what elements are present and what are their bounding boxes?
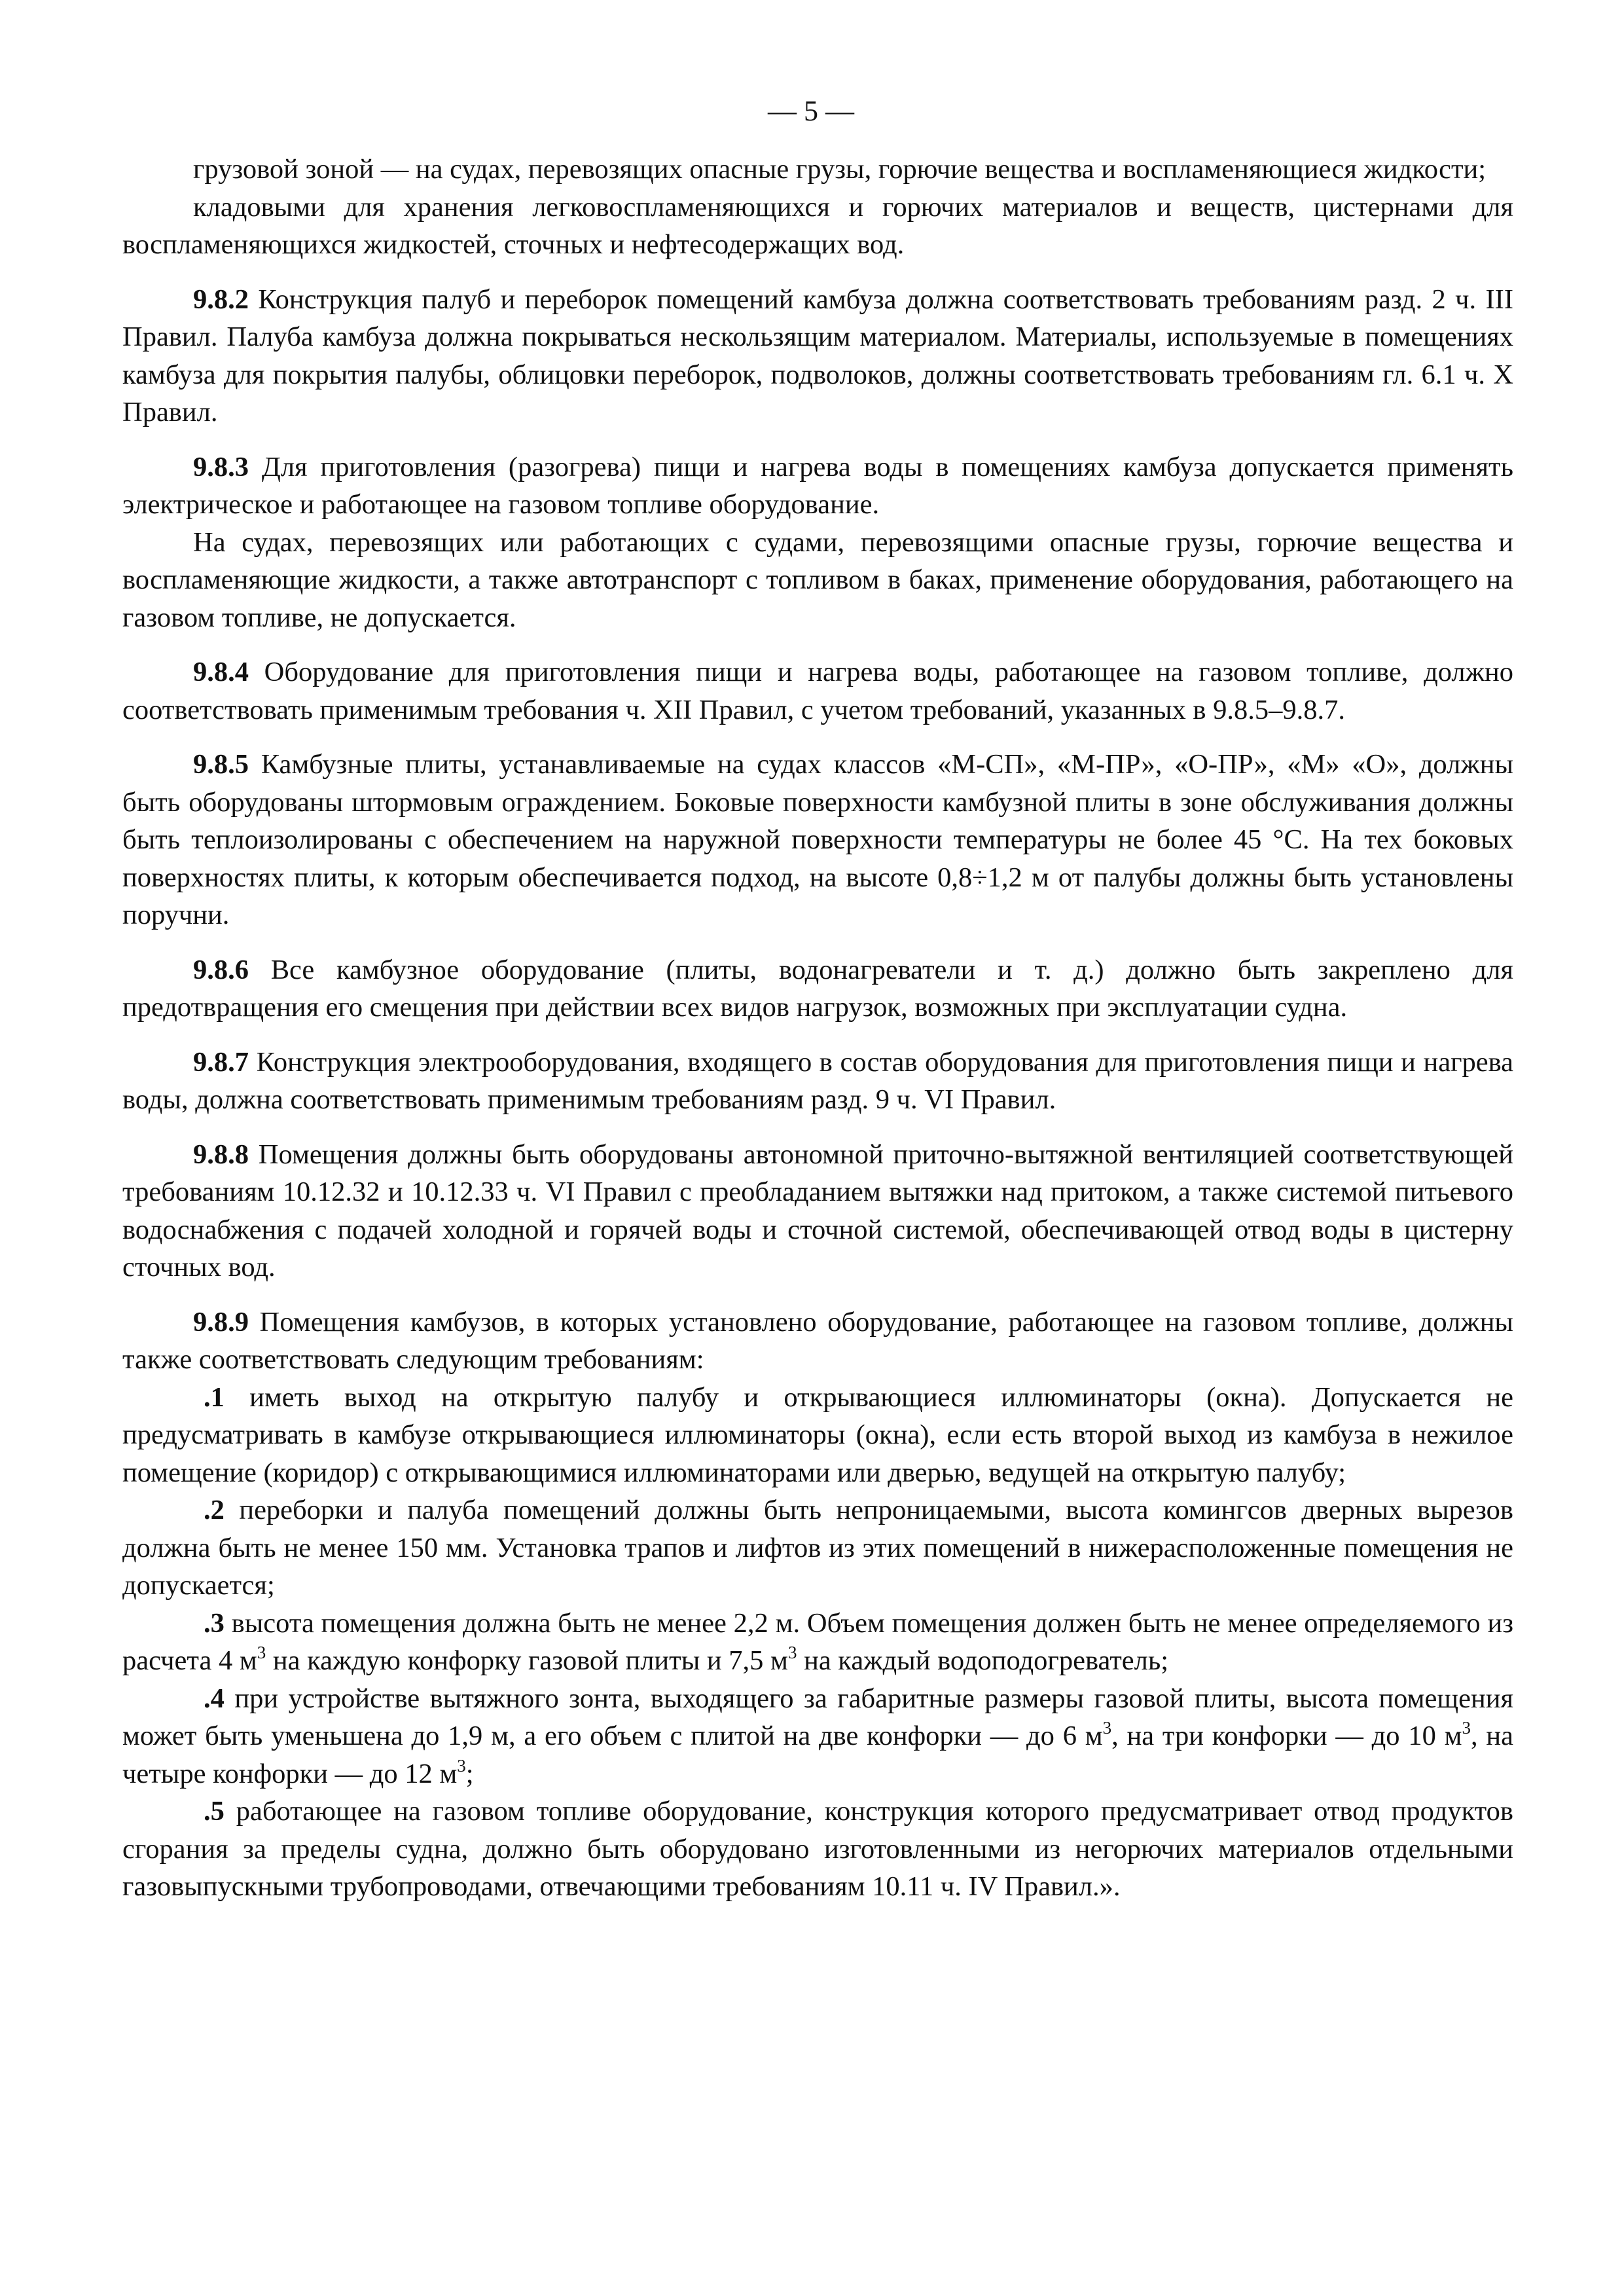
section-9-8-9 — [122, 1303, 1513, 1379]
section-9-8-7 — [122, 1044, 1513, 1119]
paragraph-text: кладовыми для хранения легковоспламеняющихся и горючих материалов и веществ, цистернами для воспламеняющихся жидкостей, сточных и нефтесодержащих вод. — [122, 191, 1513, 260]
section-text: Конструкция электрооборудования, входящего в состав оборудования для приготовления пищи и нагрева воды, должна соответствовать применимым требованиям разд. 9 ч. VI Правил. — [122, 1046, 1513, 1115]
item-number: .2 — [204, 1495, 225, 1525]
list-item-1 — [122, 1379, 1513, 1492]
item-text: на каждый водоподогреватель; — [797, 1645, 1169, 1676]
superscript: 3 — [1102, 1718, 1112, 1738]
superscript: 3 — [1462, 1718, 1471, 1738]
continuation-paragraph — [122, 189, 1513, 264]
section-text: Конструкция палуб и переборок помещений камбуза должна соответствовать требованиям разд. 2 ч. III Правил. Палуба камбуза должна покрываться нескользящим материалом. Материалы, используемые в помещениях камбуза для покрытия палубы, облицовки переборок, подволоков, должны соответствовать требованиям гл. 6.1 ч. X Правил. — [122, 283, 1513, 428]
section-number: 9.8.8 — [193, 1139, 249, 1170]
list-item-3 — [122, 1605, 1513, 1680]
section-number: 9.8.4 — [193, 657, 249, 687]
item-number: .5 — [204, 1796, 225, 1827]
item-text: иметь выход на открытую палубу и открывающиеся иллюминаторы (окна). Допускается не предусматривать в камбузе открывающиеся иллюминаторы (окна), если есть второй выход из камбуза в нежилое помещение (коридор) с открывающимися иллюминаторами или дверью, ведущей на открытую палубу; — [122, 1381, 1513, 1488]
item-number: .4 — [204, 1683, 225, 1714]
section-number: 9.8.5 — [193, 749, 249, 780]
section-text: Оборудование для приготовления пищи и нагрева воды, работающее на газовом топливе, должно соответствовать применимым требования ч. XII Правил, с учетом требований, указанных в 9.8.5–9.8.7. — [122, 657, 1513, 725]
list-item-2 — [122, 1491, 1513, 1605]
section-text: Для приготовления (разогрева) пищи и нагрева воды в помещениях камбуза допускается применять электрическое и работающее на газовом топливе оборудование. — [122, 451, 1513, 520]
item-text: , на четыре конфорки — до 12 м — [122, 1721, 1513, 1789]
section-9-8-2 — [122, 281, 1513, 431]
item-number: .3 — [204, 1607, 225, 1639]
section-9-8-3-paragraph-2 — [122, 524, 1513, 637]
item-text: ; — [465, 1758, 474, 1789]
item-text: работающее на газовом топливе оборудование, конструкция которого предусматривает отвод продуктов сгорания за пределы судна, должно быть оборудовано изготовленными из негорючих материалов отдельными газовыпускными трубопроводами, отвечающими требованиям 10.11 ч. IV Правил.». — [122, 1796, 1513, 1902]
section-9-8-5 — [122, 746, 1513, 934]
item-text: , на три конфорки — до 10 м — [1111, 1721, 1462, 1751]
item-text: переборки и палуба помещений должны быть непроницаемыми, высота комингсов дверных вырезов должна быть не менее 150 мм. Установка трапов и лифтов из этих помещений в нижерасположенные помещения не допускается; — [122, 1495, 1513, 1601]
continuation-paragraph — [122, 151, 1513, 189]
section-9-8-8 — [122, 1136, 1513, 1286]
section-number: 9.8.9 — [193, 1306, 249, 1338]
section-number: 9.8.7 — [193, 1046, 249, 1078]
section-number: 9.8.3 — [193, 451, 249, 483]
superscript: 3 — [257, 1643, 266, 1662]
item-text: при устройстве вытяжного зонта, выходящего за габаритные размеры газовой плиты, высота помещения может быть уменьшена до 1,9 м, а его объем с плитой на две конфорки — до 6 м — [122, 1683, 1513, 1751]
section-text: Помещения камбузов, в которых установлено оборудование, работающее на газовом топливе, должны также соответствовать следующим требованиям: — [122, 1306, 1513, 1375]
section-9-8-3 — [122, 448, 1513, 524]
section-text: Все камбузное оборудование (плиты, водонагреватели и т. д.) должно быть закреплено для предотвращения его смещения при действии всех видов нагрузок, возможных при эксплуатации судна. — [122, 954, 1513, 1023]
section-number: 9.8.2 — [193, 283, 249, 315]
section-9-8-6 — [122, 951, 1513, 1027]
item-number: .1 — [204, 1381, 225, 1413]
section-text: На судах, перевозящих или работающих с судами, перевозящими опасные грузы, горючие вещества и воспламеняющие жидкости, а также автотранспорт с топливом в баках, применение оборудования, работающего на газовом топливе, не допускается. — [122, 526, 1513, 633]
page-number: — 5 — — [768, 95, 854, 127]
list-item-4 — [122, 1680, 1513, 1793]
item-text: высота помещения должна быть не менее 2,2 м. Объем помещения должен быть не менее определяемого из расчета 4 м — [122, 1607, 1513, 1676]
page-content — [122, 151, 1513, 1906]
superscript: 3 — [457, 1755, 466, 1776]
section-text: Помещения должны быть оборудованы автономной приточно-вытяжной вентиляцией соответствующей требованиям 10.12.32 и 10.12.33 ч. VI Правил с преобладанием вытяжки над притоком, а также системой питьевого водоснабжения с подачей холодной и горячей воды и сточной системой, обеспечивающей отвод воды в цистерну сточных вод. — [122, 1139, 1513, 1283]
list-item-5 — [122, 1793, 1513, 1906]
superscript: 3 — [787, 1643, 797, 1662]
paragraph-text: грузовой зоной — на судах, перевозящих опасные грузы, горючие вещества и воспламеняющиеся жидкости; — [193, 154, 1487, 185]
section-9-8-4 — [122, 653, 1513, 729]
section-text: Камбузные плиты, устанавливаемые на судах классов «М-СП», «М-ПР», «О-ПР», «М» «О», должны быть оборудованы штормовым ограждением. Боковые поверхности камбузной плиты в зоне обслуживания должны быть теплоизолированы с обеспечением на наружной поверхности температуры не более 45 °С. На тех боковых поверхностях плиты, к которым обеспечивается подход, на высоте 0,8÷1,2 м от палубы должны быть установлены поручни. — [122, 749, 1513, 930]
item-text: на каждую конфорку газовой плиты и 7,5 м — [266, 1645, 788, 1676]
section-number: 9.8.6 — [193, 954, 249, 985]
